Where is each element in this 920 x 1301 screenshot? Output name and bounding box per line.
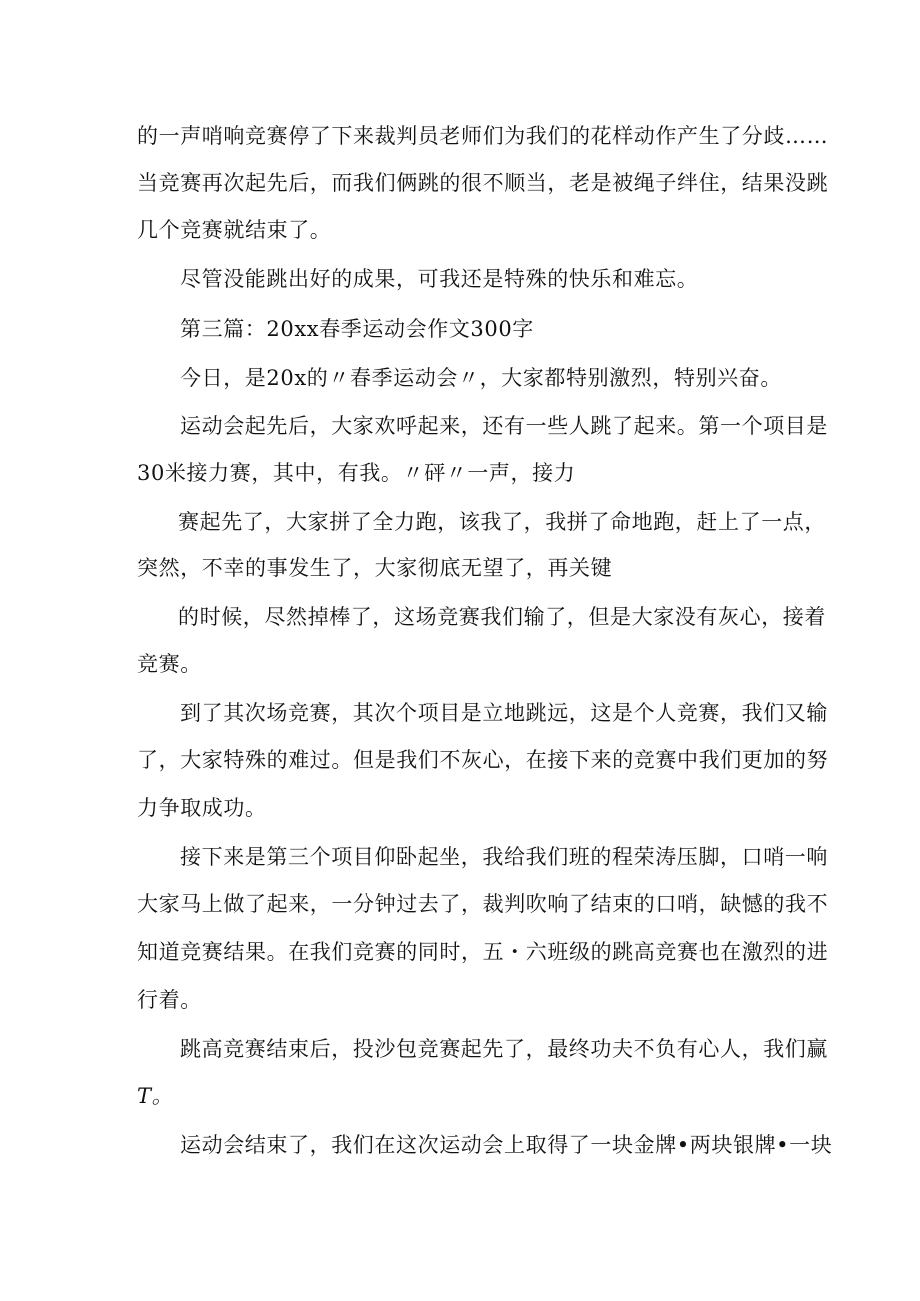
text-line: 了，大家特殊的难过。但是我们不灰心，在接下来的竞赛中我们更加的努 [137,748,829,772]
text-line: 跳高竞赛结束后，投沙包竞赛起先了，最终功夫不负有心人，我们赢 [180,1037,828,1061]
text-line: T。 [137,1084,174,1108]
section-heading: 第三篇：20xx春季运动会作文300字 [180,317,534,341]
text-line: 今日，是20x的〃春季运动会〃，大家都特别激烈，特别兴奋。 [180,366,782,390]
text-line: 的时候，尽然掉棒了，这场竞赛我们输了，但是大家没有灰心，接着 [178,605,826,629]
text-line: 几个竞赛就结束了。 [137,218,332,242]
text-line: 运动会结束了，我们在这次运动会上取得了一块金牌•两块银牌•一块 [180,1133,833,1157]
text-line: 尽管没能跳出好的成果，可我还是特殊的快乐和难忘。 [180,267,699,291]
text-line: 大家马上做了起来，一分钟过去了，裁判吹响了结束的口哨，缺憾的我不 [137,892,829,916]
text-line: 赛起先了，大家拼了全力跑，该我了，我拼了命地跑，赶上了一点， [178,510,826,534]
text-line: 行着。 [137,988,202,1012]
text-line: 知道竞赛结果。在我们竞赛的同时，五・六班级的跳高竞赛也在激烈的进 [137,940,829,964]
text-line: 30米接力赛，其中，有我。〃砰〃一声，接力 [137,461,576,485]
text-line: 到了其次场竞赛，其次个项目是立地跳远，这是个人竞赛，我们又输 [180,701,828,725]
text-line: 的一声哨响竞赛停了下来裁判员老师们为我们的花样动作产生了分歧…… [137,124,829,148]
text-line: 运动会起先后，大家欢呼起来，还有一些人跳了起来。第一个项目是 [180,414,828,438]
text-line: 力争取成功。 [137,796,267,820]
text-line: 竞赛。 [137,652,202,676]
text-line: 当竞赛再次起先后，而我们俩跳的很不顺当，老是被绳子绊住，结果没跳 [137,171,829,195]
text-line: 接下来是第三个项目仰卧起坐，我给我们班的程荣涛压脚，口哨一响 [180,845,828,869]
text-line: 突然，不幸的事发生了，大家彻底无望了，再关键 [137,556,613,580]
